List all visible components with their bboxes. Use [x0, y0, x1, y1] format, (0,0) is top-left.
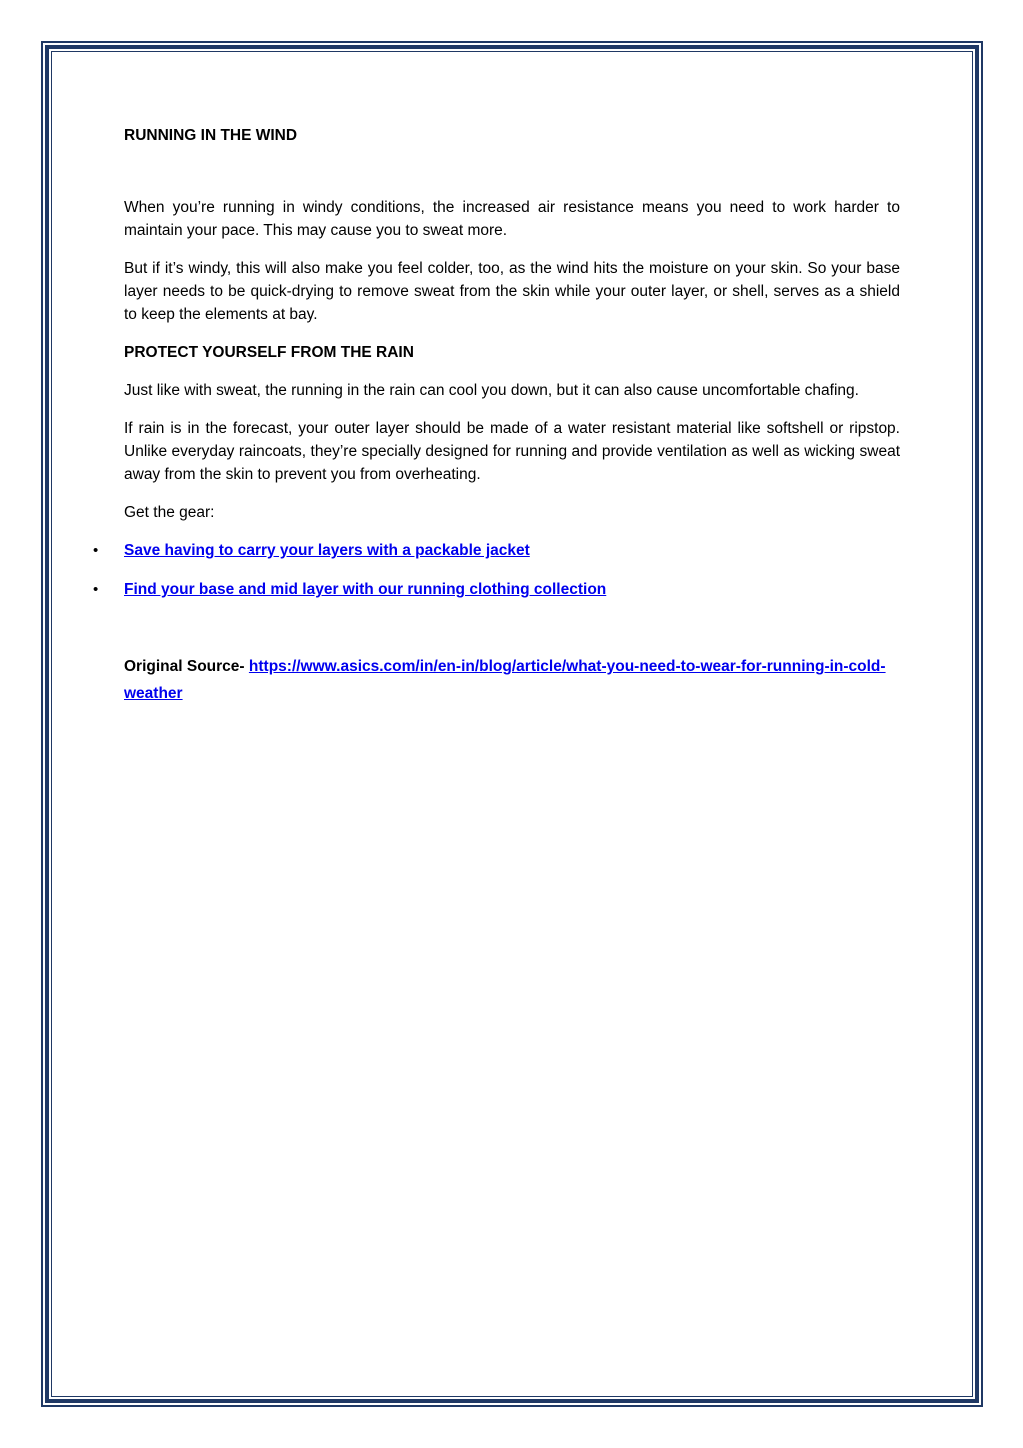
gear-link-list [93, 539, 900, 601]
list-item [93, 578, 900, 601]
bullet-icon: • [93, 542, 99, 559]
heading-protect-from-rain: PROTECT YOURSELF FROM THE RAIN [124, 344, 414, 361]
heading-running-in-wind: RUNNING IN THE WIND [124, 127, 298, 144]
paragraph-wind-resistance: When you’re running in windy conditions, the increased air resistance means you need to work harder to maintain your pace. This may cause you to sweat more. [124, 199, 900, 239]
source-url-link[interactable]: https://www.asics.com/in/en-in/blog/article/what-you-need-to-wear-for-running-in-cold-weather [124, 658, 886, 702]
original-source [124, 653, 900, 707]
packable-jacket-link[interactable]: Save having to carry your layers with a packable jacket [124, 542, 530, 559]
paragraph-base-layer: But if it’s windy, this will also make you feel colder, too, as the wind hits the moisture on your skin. So your base layer needs to be quick-drying to remove sweat from the skin while your outer layer, or shell, serves as a shield to keep the elements at bay. [124, 260, 900, 323]
running-clothing-collection-link[interactable]: Find your base and mid layer with our running clothing collection [124, 581, 607, 598]
gear-intro: Get the gear: [124, 504, 215, 521]
article-content [93, 124, 900, 707]
bullet-icon: • [93, 581, 99, 598]
paragraph-rain-chafing: Just like with sweat, the running in the rain can cool you down, but it can also cause uncomfortable chafing. [124, 382, 859, 399]
paragraph-outer-layer: If rain is in the forecast, your outer layer should be made of a water resistant material like softshell or ripstop. Unlike everyday raincoats, they’re specially designed for running and provide ventilation as well as wicking sweat away from the skin to prevent you from overheating. [124, 420, 900, 483]
source-label: Original Source- [124, 658, 245, 675]
list-item [93, 539, 900, 562]
